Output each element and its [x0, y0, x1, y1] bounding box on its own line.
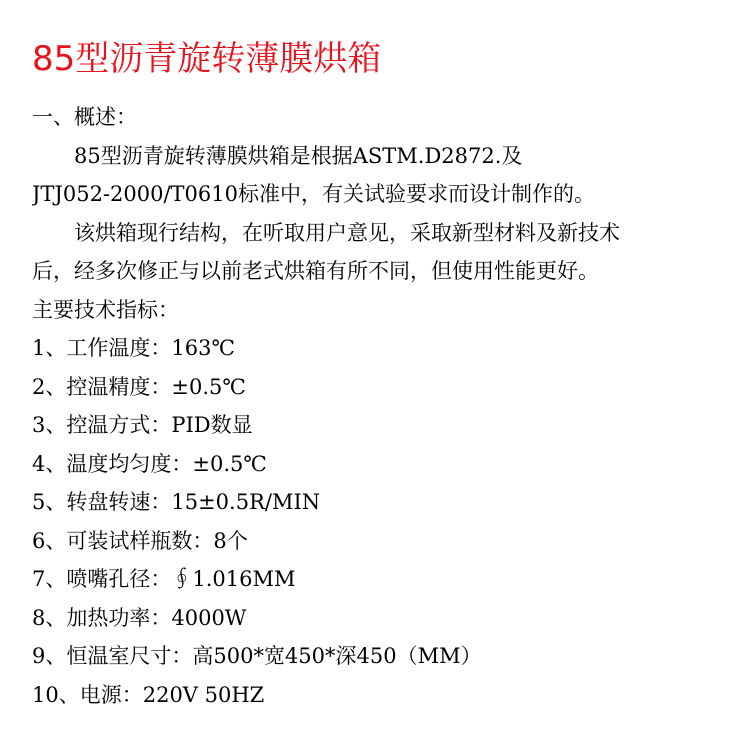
spec-item: 2、控温精度：±0.5℃ — [32, 374, 246, 399]
spec-item: 4、温度均匀度：±0.5℃ — [32, 451, 267, 476]
spec-item: 3、控温方式：PID数显 — [32, 413, 253, 437]
document-body — [32, 98, 722, 714]
spec-item: 9、恒温室尺寸：高500*宽450*深450（MM） — [32, 644, 482, 668]
spec-item: 1、工作温度：163℃ — [32, 336, 235, 360]
paragraph-line: JTJ052-2000/T0610标准中，有关试验要求而设计制作的。 — [32, 182, 595, 206]
paragraph-line: 后，经多次修正与以前老式烘箱有所不同，但使用性能更好。 — [32, 259, 599, 283]
spec-item: 10、电源：220V 50HZ — [32, 682, 265, 707]
spec-item: 6、可装试样瓶数：8个 — [32, 528, 248, 553]
document-title: 85型沥青旋转薄膜烘箱 — [32, 39, 382, 79]
overview-paragraph-2 — [32, 214, 722, 291]
spec-list — [32, 329, 722, 714]
spec-item: 8、加热功率：4000W — [32, 605, 247, 630]
paragraph-line: 85型沥青旋转薄膜烘箱是根据ASTM.D2872.及 — [74, 143, 523, 168]
paragraph-line: 该烘箱现行结构，在听取用户意见，采取新型材料及新技术 — [74, 220, 620, 245]
spec-item: 5、转盘转速：15±0.5R/MIN — [32, 490, 321, 514]
specs-heading: 主要技术指标： — [32, 297, 179, 322]
overview-paragraph-1 — [32, 137, 722, 214]
overview-heading: 一、概述： — [32, 105, 137, 129]
spec-item: 7、喷嘴孔径：∮1.016MM — [32, 567, 296, 591]
